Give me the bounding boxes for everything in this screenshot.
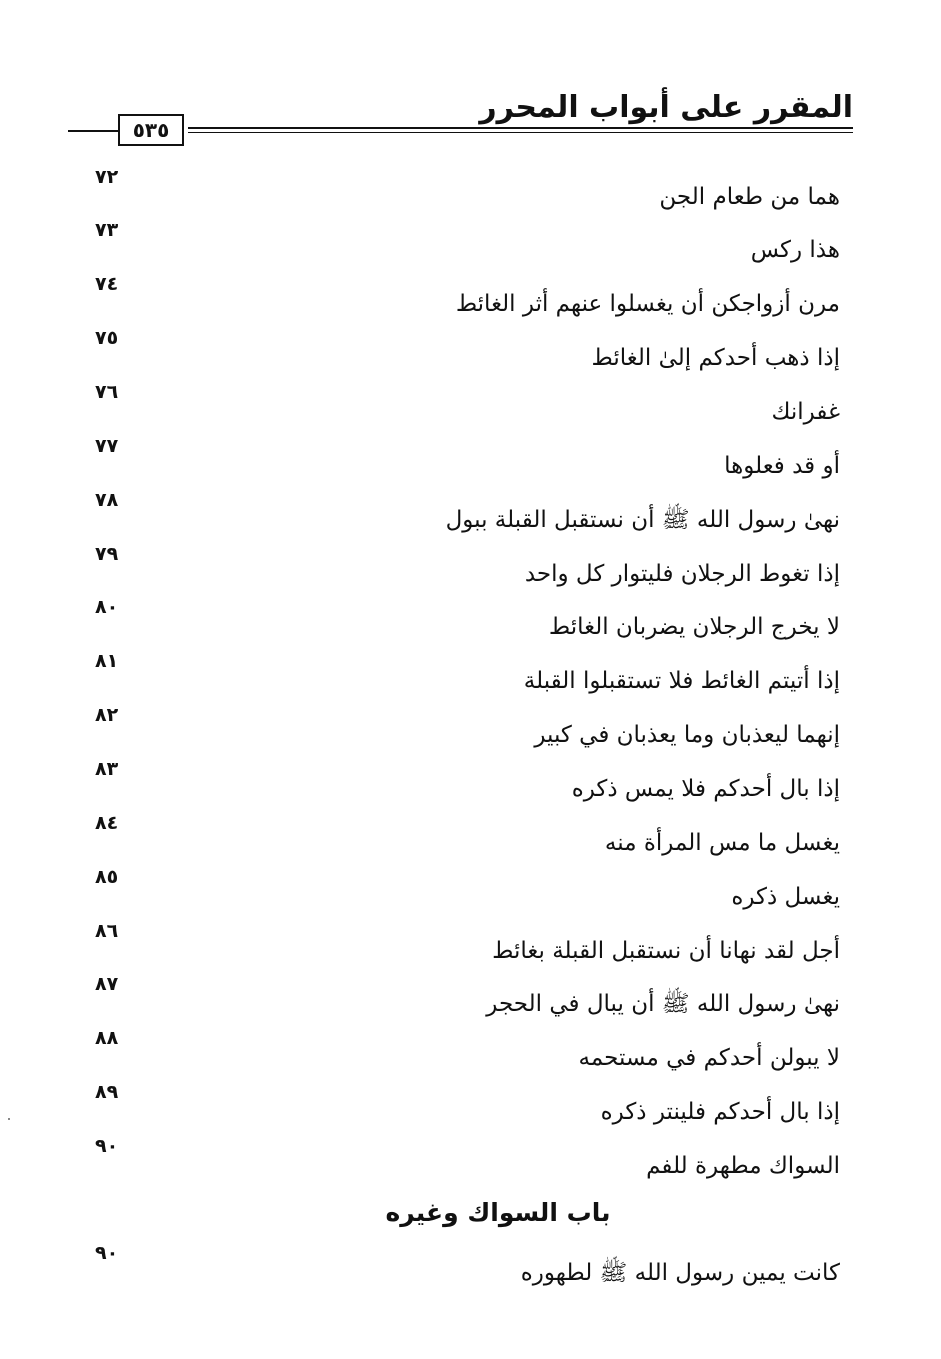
index-entry <box>95 219 840 273</box>
index-entry <box>95 543 840 597</box>
entry-text: هما من طعام الجن <box>659 184 840 210</box>
entry-page-number: ٩٠ <box>95 1242 119 1264</box>
header-rule-bottom <box>188 132 853 133</box>
entry-page-number: ٨٣ <box>95 758 119 780</box>
entry-text: إذا بال أحدكم فلينتر ذكره <box>600 1099 840 1125</box>
entry-page-number: ٧٤ <box>95 273 119 295</box>
entry-page-number: ٧٣ <box>95 219 119 241</box>
index-entry <box>95 489 840 543</box>
index-entry <box>95 273 840 327</box>
entry-text: لا يبولن أحدكم في مستحمه <box>578 1045 840 1071</box>
page-number: ٥٣٥ <box>118 114 184 146</box>
index-entry <box>95 435 840 489</box>
entry-text: غفرانك <box>771 399 840 425</box>
entry-text: يغسل ما مس المرأة منه <box>604 830 840 856</box>
entry-text: لا يخرج الرجلان يضربان الغائط <box>548 614 840 640</box>
index-entry <box>95 973 840 1027</box>
index-entry <box>95 1081 840 1135</box>
index-entry <box>95 596 840 650</box>
entry-page-number: ٨٠ <box>95 596 119 618</box>
entry-text: أجل لقد نهانا أن نستقبل القبلة بغائط <box>492 938 840 964</box>
entry-page-number: ٨٧ <box>95 973 119 995</box>
entry-text: هذا ركس <box>750 237 840 263</box>
index-entry <box>95 166 840 220</box>
index-entry <box>95 704 840 758</box>
entry-text: إذا ذهب أحدكم إلىٰ الغائط <box>591 345 840 371</box>
entry-page-number: ٨٦ <box>95 920 119 942</box>
entry-text: مرن أزواجكن أن يغسلوا عنهم أثر الغائط <box>455 291 840 317</box>
entry-page-number: ٧٢ <box>95 166 119 188</box>
entry-text: نهىٰ رسول الله ﷺ أن نستقبل القبلة ببول <box>445 507 840 533</box>
header-rule-left <box>68 130 118 132</box>
section-heading: باب السواك وغيره <box>385 1198 611 1227</box>
index-entry <box>95 758 840 812</box>
index-entry <box>95 650 840 704</box>
index-entry <box>95 1027 840 1081</box>
index-entry <box>95 327 840 381</box>
entry-page-number: ٧٦ <box>95 381 119 403</box>
entry-page-number: ٨٤ <box>95 812 119 834</box>
entry-text: إنهما ليعذبان وما يعذبان في كبير <box>534 722 840 748</box>
entry-text: يغسل ذكره <box>731 884 840 910</box>
index-entry <box>95 812 840 866</box>
entry-text: نهىٰ رسول الله ﷺ أن يبال في الحجر <box>486 991 840 1017</box>
running-title: المقرر على أبواب المحرر <box>479 90 853 125</box>
entry-page-number: ٧٥ <box>95 327 119 349</box>
entry-page-number: ٧٨ <box>95 489 119 511</box>
entry-page-number: ٨١ <box>95 650 119 672</box>
scan-speck <box>8 1118 10 1120</box>
entry-text: كانت يمين رسول الله ﷺ لطهوره <box>520 1260 840 1286</box>
entry-page-number: ٩٠ <box>95 1135 119 1157</box>
entry-text: أو قد فعلوها <box>724 453 840 479</box>
entry-text: إذا أتيتم الغائط فلا تستقبلوا القبلة <box>523 668 840 694</box>
entry-text: إذا بال أحدكم فلا يمس ذكره <box>571 776 840 802</box>
index-entry <box>95 381 840 435</box>
entry-text: إذا تغوط الرجلان فليتوار كل واحد <box>524 561 840 587</box>
entry-page-number: ٧٩ <box>95 543 119 565</box>
index-entry <box>95 866 840 920</box>
section-entry <box>95 1242 840 1296</box>
entry-page-number: ٨٥ <box>95 866 119 888</box>
entry-text: السواك مطهرة للفم <box>646 1153 840 1179</box>
index-entry <box>95 1135 840 1189</box>
index-entry <box>95 920 840 974</box>
entry-page-number: ٨٢ <box>95 704 119 726</box>
page-header <box>68 90 853 150</box>
entry-page-number: ٧٧ <box>95 435 119 457</box>
entry-page-number: ٨٩ <box>95 1081 119 1103</box>
entry-page-number: ٨٨ <box>95 1027 119 1049</box>
header-rule-top <box>188 127 853 129</box>
